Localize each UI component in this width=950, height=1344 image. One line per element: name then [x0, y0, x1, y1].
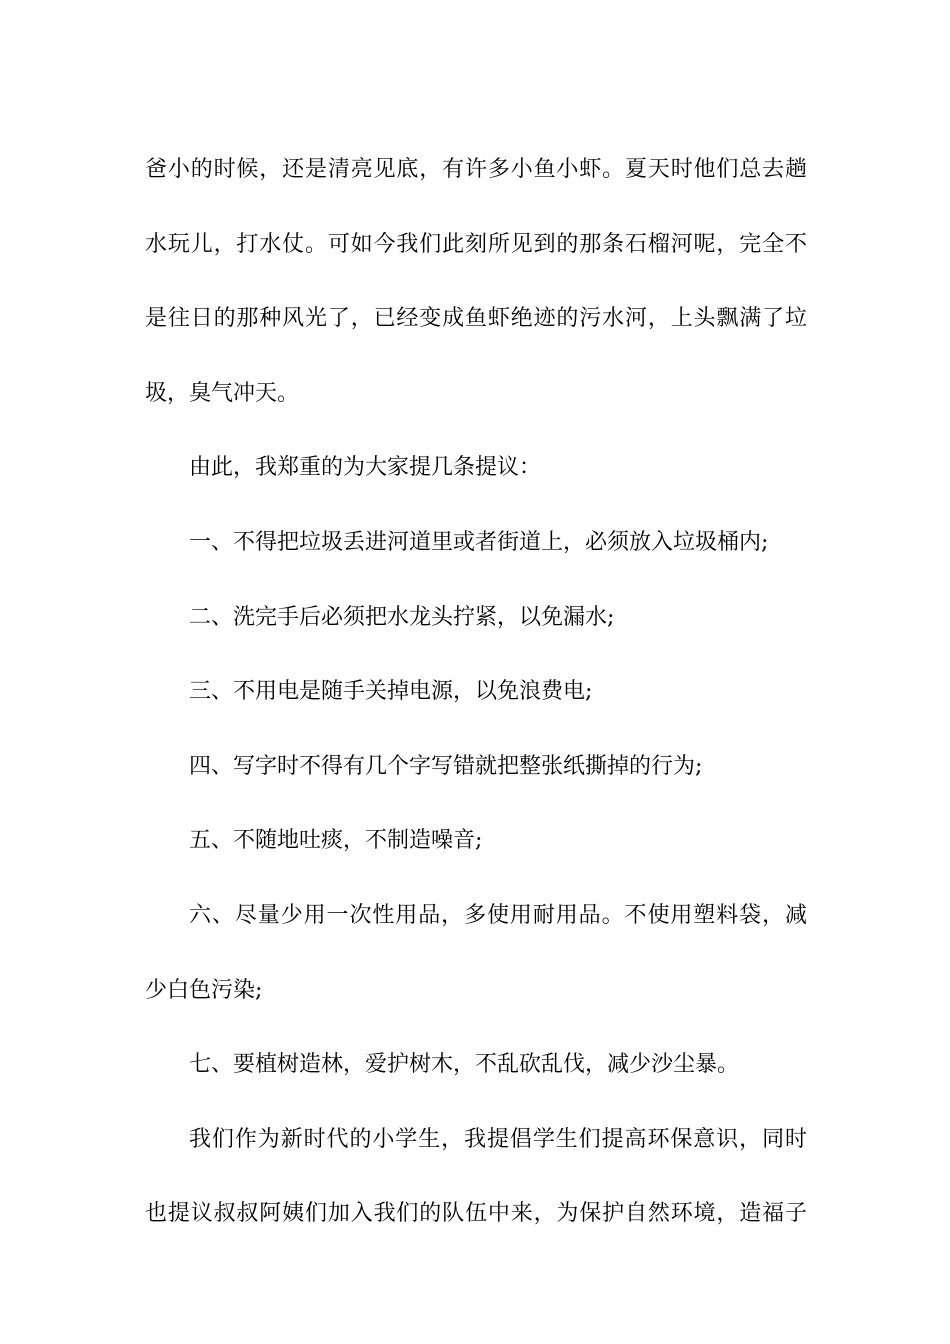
proposal-item-6-cont: 少白色污染;	[145, 977, 263, 1003]
text-line-1: 爸小的时候，还是清亮见底，有许多小鱼小虾。夏天时他们总去趟	[145, 157, 807, 182]
document-body	[145, 133, 807, 1252]
proposal-item-6: 六、尽量少用一次性用品，多使用耐用品。不使用塑料袋，减	[189, 902, 807, 928]
text-line-5: 由此，我郑重的为大家提几条提议：	[189, 455, 542, 481]
proposal-item-5: 五、不随地吐痰，不制造噪音;	[189, 828, 483, 854]
proposal-item-7: 七、要植树造林，爱护树木，不乱砍乱伐，减少沙尘暴。	[189, 1052, 740, 1078]
proposal-item-1: 一、不得把垃圾丢进河道里或者街道上，必须放入垃圾桶内;	[189, 529, 769, 555]
proposal-item-2: 二、洗完手后必须把水龙头拧紧，以免漏水;	[189, 604, 615, 630]
text-line-3: 是往日的那种风光了，已经变成鱼虾绝迹的污水河，上头飘满了垃	[145, 306, 807, 332]
text-line-14: 我们作为新时代的小学生，我提倡学生们提高环保意识，同时	[189, 1126, 807, 1152]
text-line-2: 水玩儿，打水仗。可如今我们此刻所见到的那条石榴河呢，完全不	[145, 231, 807, 257]
text-line-15: 也提议叔叔阿姨们加入我们的队伍中来，为保护自然环境，造福子	[145, 1201, 807, 1227]
proposal-item-3: 三、不用电是随手关掉电源，以免浪费电;	[189, 679, 593, 705]
proposal-item-4: 四、写字时不得有几个字写错就把整张纸撕掉的行为;	[189, 753, 703, 779]
text-line-4: 圾，臭气冲天。	[145, 380, 300, 406]
